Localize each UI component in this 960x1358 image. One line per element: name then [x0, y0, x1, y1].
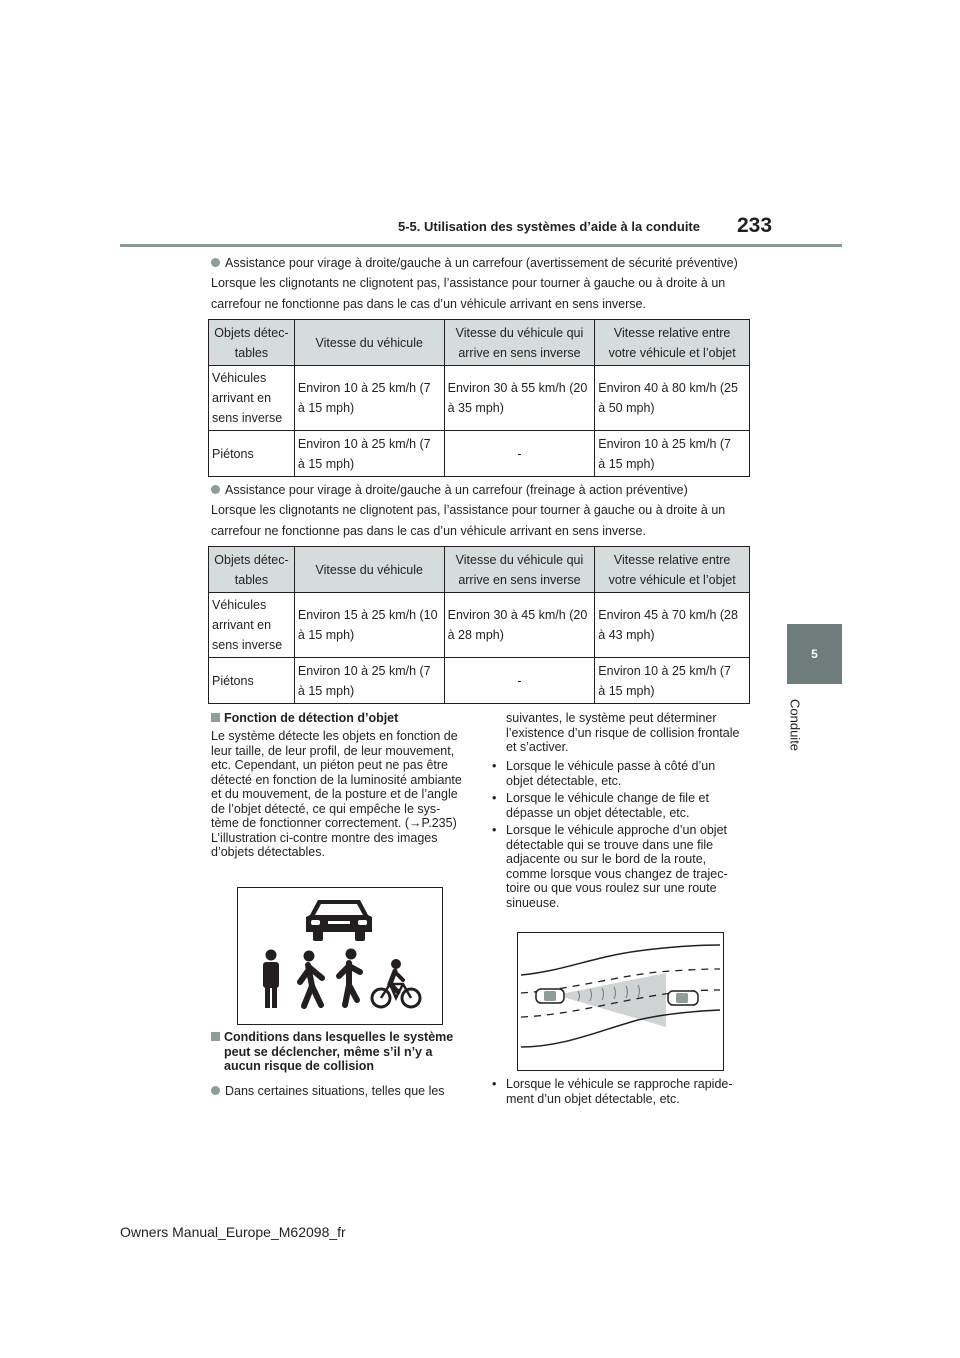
bullet-dot-icon — [211, 258, 220, 267]
header-cell: Vitesse du véhicule — [294, 547, 444, 593]
right-intro-text: suivantes, le système peut déterminer l’existence d’un risque de collision frontale et s’activer. — [506, 711, 740, 754]
header-cell: Vitesse du véhicule — [294, 320, 444, 366]
list-item: • Lorsque le véhicule approche d’un objet détectable qui se trouve dans une file adjacente ou sur le bord de la route, comme lorsque vous changez de trajec- toire ou que vous roulez sur une route sinueuse. — [492, 823, 728, 910]
list-item: • Lorsque le véhicule se rapproche rapide- ment d’un objet détectable, etc. — [492, 1077, 733, 1106]
table-cell: Environ 30 à 55 km/h (20 à 35 mph) — [444, 366, 595, 431]
block1-para — [211, 273, 725, 314]
own-vehicle-icon — [536, 989, 564, 1003]
detected-vehicle-icon — [668, 991, 698, 1005]
object-detection-heading: Fonction de détection d’objet — [211, 711, 398, 726]
table-row — [209, 366, 750, 431]
bullet-text: Assistance pour virage à droite/gauche à un carrefour (avertissement de sécurité préventive) — [225, 256, 738, 270]
table-header-row — [209, 320, 750, 366]
road-edge-bottom — [521, 1010, 720, 1047]
chapter-label: Conduite — [787, 698, 803, 752]
table-cell: - — [444, 658, 595, 704]
detectable-objects-figure — [237, 887, 443, 1025]
bullet-braking-assist — [211, 483, 688, 497]
section-title: 5-5. Utilisation des systèmes d’aide à la conduite — [398, 219, 700, 234]
page-number: 233 — [737, 214, 773, 237]
table-row — [209, 431, 750, 477]
para-line: Lorsque les clignotants ne clignotent pas, l’assistance pour tourner à gauche ou à droite à un — [211, 276, 726, 290]
table-cell: Piétons — [209, 431, 295, 477]
header-cell: Vitesse relative entre votre véhicule et l’objet — [595, 547, 750, 593]
block2-para — [211, 500, 725, 541]
bullet-text: Assistance pour virage à droite/gauche à un carrefour (freinage à action préventive) — [225, 483, 688, 497]
table-cell: Environ 40 à 80 km/h (25 à 50 mph) — [595, 366, 750, 431]
road-edge-top — [521, 945, 720, 975]
bullet-situations: Dans certaines situations, telles que les — [211, 1084, 445, 1098]
table-cell: Environ 10 à 25 km/h (7 à 15 mph) — [294, 658, 444, 704]
table-cell: Environ 30 à 45 km/h (20 à 28 mph) — [444, 593, 595, 658]
table-header-row — [209, 547, 750, 593]
table-cell: Environ 15 à 25 km/h (10 à 15 mph) — [294, 593, 444, 658]
footer-text: Owners Manual_Europe_M62098_fr — [120, 1224, 346, 1240]
speed-table-warning — [208, 319, 750, 477]
table-cell: Environ 45 à 70 km/h (28 à 43 mph) — [595, 593, 750, 658]
para-line: carrefour ne fonctionne pas dans le cas d’un véhicule arrivant en sens inverse. — [211, 296, 646, 311]
table-cell: Environ 10 à 25 km/h (7 à 15 mph) — [294, 431, 444, 477]
header-rule — [120, 244, 842, 247]
walking-pedestrian-icon — [300, 951, 322, 1007]
list-item: • Lorsque le véhicule change de file et dépasse un objet détectable, etc. — [492, 791, 709, 820]
speed-table-braking — [208, 546, 750, 704]
running-pedestrian-icon — [339, 949, 360, 1006]
conditions-heading: Conditions dans lesquelles le système peut se déclencher, même s’il n’y a aucun risque de collision — [211, 1030, 453, 1074]
header-cell: Objets détec- tables — [209, 320, 295, 366]
sensor-beam — [556, 973, 666, 1027]
table-cell: Environ 10 à 25 km/h (7 à 15 mph) — [595, 658, 750, 704]
table-cell: Véhicules arrivant en sens inverse — [209, 593, 295, 658]
table-cell: Environ 10 à 25 km/h (7 à 15 mph) — [294, 366, 444, 431]
header-cell: Objets détec- tables — [209, 547, 295, 593]
car-front-icon — [306, 900, 372, 941]
header-cell: Vitesse du véhicule qui arrive en sens inverse — [444, 320, 595, 366]
table-row — [209, 593, 750, 658]
object-detection-text: Le système détecte les objets en fonction de leur taille, de leur profil, de leur mouvement, etc. Cependant, un piéton peut ne pas être détecté en fonction de la luminosité ambiante et du mouvement, de la posture et de l’angle de l’objet détecté, ce qui empêche le sys- tème de fonctionner correctement. (→P.235) L’illustration ci-contre montre des images d’objets détectables. — [211, 729, 462, 859]
curved-road-figure — [517, 932, 724, 1071]
bullet-warning-assist — [211, 256, 738, 270]
square-bullet-icon — [211, 713, 220, 722]
bullet-dot-icon — [211, 485, 220, 494]
table-cell: Véhicules arrivant en sens inverse — [209, 366, 295, 431]
standing-pedestrian-icon — [263, 950, 279, 1009]
header-cell: Vitesse relative entre votre véhicule et l’objet — [595, 320, 750, 366]
bullet-dot-icon — [211, 1086, 220, 1095]
square-bullet-icon — [211, 1032, 220, 1041]
table-cell: Piétons — [209, 658, 295, 704]
table-row — [209, 658, 750, 704]
header-cell: Vitesse du véhicule qui arrive en sens inverse — [444, 547, 595, 593]
para-line: Lorsque les clignotants ne clignotent pas, l’assistance pour tourner à gauche ou à droite à un — [211, 503, 726, 517]
cyclist-icon — [372, 959, 420, 1007]
chapter-tab[interactable]: 5 — [787, 624, 842, 684]
list-item: • Lorsque le véhicule passe à côté d’un objet détectable, etc. — [492, 759, 716, 788]
table-cell: Environ 10 à 25 km/h (7 à 15 mph) — [595, 431, 750, 477]
table-cell: - — [444, 431, 595, 477]
para-line: carrefour ne fonctionne pas dans le cas d’un véhicule arrivant en sens inverse. — [211, 523, 646, 538]
